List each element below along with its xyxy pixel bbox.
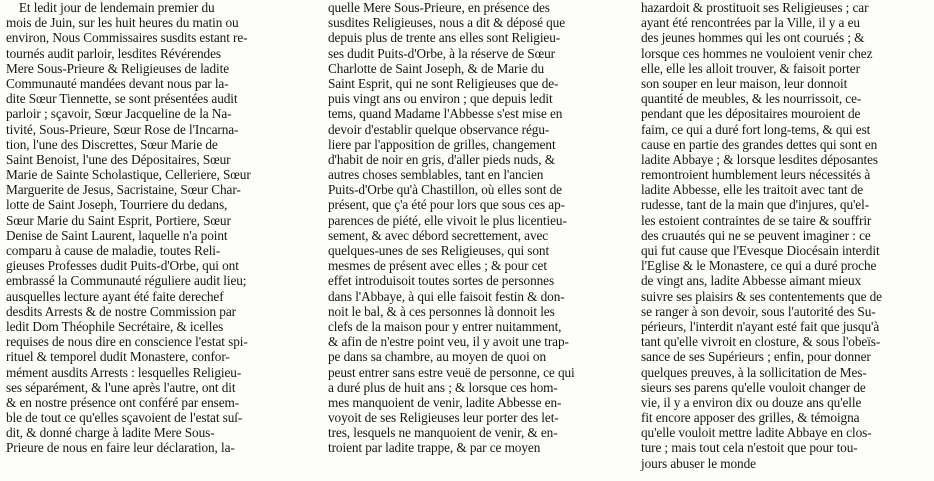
text-line: lotte de Saint Joseph, Tourriere du dedans,: [6, 197, 228, 213]
text-line: voyoit de ses Religieuses leur porter des let-: [328, 410, 559, 426]
text-line: sance de ses Supérieurs ; enfin, pour donner: [641, 349, 871, 365]
text-column-right: [641, 0, 933, 471]
text-line: effet introduisoit toutes sortes de personnes: [328, 273, 555, 289]
text-line: clefs de la maison pour y entrer nuitamment,: [328, 318, 562, 334]
text-line: Et ledit jour de lendemain premier du: [6, 0, 215, 15]
text-line: ausquelles lecture ayant été faite derechef: [6, 288, 224, 304]
text-line: autres choses semblables, tant en l'ancien: [328, 167, 544, 183]
text-line: tivité, Sous-Prieure, Sœur Rose de l'Incarna-: [6, 121, 239, 137]
text-line: devoir d'establir quelque observance régu-: [328, 121, 550, 137]
text-line: de vingt ans, ladite Abbesse aimant mieux: [641, 273, 862, 289]
text-line: pe dans sa chambre, au moyen de quoi on: [328, 349, 547, 365]
text-line: Marguerite de Jesus, Sacristaine, Sœur Char-: [6, 182, 241, 198]
text-line: qui fut cause que l'Evesque Diocésain interdit: [641, 243, 880, 258]
text-line: mément ausdits Arrests : lesquelles Religieu-: [6, 364, 242, 380]
text-line: sement, & avec débord secrettement, avec: [328, 227, 549, 243]
text-line: dans l'Abbaye, à qui elle faisoit festin & don-: [328, 288, 565, 304]
text-line: Marie de Sainte Scholastique, Celleriere, Sœur: [6, 167, 251, 183]
text-line: son souper en leur maison, leur donnoit: [641, 75, 848, 91]
text-line: comparu à cause de maladie, toutes Reli-: [6, 243, 221, 258]
text-column-middle: [328, 0, 610, 456]
text-line: remontroient humblement leurs nécessités à: [641, 167, 871, 183]
text-line: depuis plus de trente ans elles sont Religieu-: [328, 30, 561, 46]
text-line: l'Eglise & le Monastere, ce qui a duré proche: [641, 258, 877, 274]
text-line: Sœur Marie du Saint Esprit, Portiere, Sœur: [6, 212, 231, 228]
text-line: ture ; mais tout cela n'estoit que pour tou-: [641, 440, 858, 456]
text-line: tres, lesquels ne manquoient de venir, & en-: [328, 425, 558, 441]
text-line: fit encore apposer des grilles, & témoigna: [641, 410, 860, 426]
text-line: embrassé la Communauté réguliere audit lieu;: [6, 273, 247, 289]
text-column-left: [6, 0, 288, 456]
text-line: ladite Abbesse, elle les traitoit avec tant de: [641, 182, 864, 198]
text-line: lorsque ces hommes ne vouloient venir chez: [641, 45, 873, 61]
text-line: quantité de meubles, & les nourrissoit, ce-: [641, 91, 862, 107]
text-line: & afin de n'estre point veu, il y avoit une trap-: [328, 334, 569, 350]
text-line: cause en partie des grandes dettes qui sont en: [641, 136, 878, 152]
text-line: ayant été rencontrées par la Ville, il y a eu: [641, 15, 860, 31]
text-line: Communauté mandées devant nous par la-: [6, 75, 229, 91]
text-line: pendant que les dépositaires mouroient de: [641, 106, 861, 122]
text-line: les estoient contraintes de se taire & souffrir: [641, 212, 872, 228]
text-line: susdites Religieuses, nous a dit & déposé que: [328, 15, 566, 31]
text-line: peust entrer sans estre veuë de personne, ce qui: [328, 364, 575, 380]
text-line: desdits Arrests & de nostre Commission par: [6, 303, 236, 319]
text-line: parloir ; sçavoir, Sœur Jacqueline de la Na-: [6, 106, 232, 122]
text-line: elle, elle les alloit trouver, & faisoit porter: [641, 60, 860, 76]
text-line: d'habit de noir en gris, d'aller pieds nuds, &: [328, 151, 555, 167]
text-line: tournés audit parloir, lesdites Révérendes: [6, 45, 221, 61]
text-line: mesmes de présent avec elles ; & pour cet: [328, 258, 547, 274]
text-line: quelques preuves, à la sollicitation de Mes-: [641, 364, 867, 380]
text-line: troient par ladite trappe, & par ce moyen: [328, 440, 541, 456]
text-line: rudesse, tant de la main que d'injures, qu'el-: [641, 197, 870, 213]
text-line: & en nostre présence ont conféré par ensem-: [6, 394, 240, 410]
text-line: requises de nous dire en conscience l'estat spi-: [6, 334, 248, 350]
text-line: des cruautés qui ne se peuvent imaginer : ce: [641, 227, 871, 243]
text-line: se ranger à son devoir, sous l'autorité des Su-: [641, 303, 876, 319]
text-line: périeurs, l'interdit n'ayant esté fait que jusqu'à: [641, 318, 880, 334]
text-line: liere par l'apposition de grilles, changement: [328, 136, 556, 152]
text-line: présent, que ç'a été pour lors que sous ces ap-: [328, 197, 565, 213]
text-line: dit, & donné charge à ladite Mere Sous-: [6, 425, 215, 441]
text-line: tion, l'une des Discrettes, Sœur Marie de: [6, 136, 218, 152]
text-line: noit le bal, & à ces personnes là donnoit les: [328, 303, 555, 319]
text-line: puis vingt ans ou environ ; que depuis ledit: [328, 91, 553, 107]
text-line: Denise de Saint Laurent, laquelle n'a point: [6, 227, 228, 243]
text-line: Saint Benoist, l'une des Dépositaires, Sœur: [6, 151, 231, 167]
text-line: quelques-unes de ses Religieuses, qui sont: [328, 243, 550, 258]
text-line: des jeunes hommes qui les ont courués ; &: [641, 30, 865, 46]
text-line: Puits-d'Orbe qu'à Chastillon, où elles sont de: [328, 182, 562, 198]
text-line: tems, quand Madame l'Abbesse s'est mise en: [328, 106, 563, 122]
text-line: mes manquoient de venir, ladite Abbesse en-: [328, 394, 562, 410]
text-line: ladite Abbaye ; & lorsque lesdites déposantes: [641, 151, 879, 167]
text-line: ses séparément, & l'une après l'autre, ont dit: [6, 379, 236, 395]
text-line: tant qu'elle vivroit en closture, & sous l'obeïs-: [641, 334, 881, 350]
text-line: mois de Juin, sur les huit heures du matin ou: [6, 15, 239, 31]
text-line: suivre ses plaisirs & ses contentements que de: [641, 288, 882, 304]
text-line: Saint Esprit, qui ne sont Religieuses que de-: [328, 75, 559, 91]
text-line: quelle Mere Sous-Prieure, en présence des: [328, 0, 550, 15]
text-line: hazardoit & prostituoit ses Religieuses ; car: [641, 0, 869, 15]
text-line: sieurs ses parens qu'elle vouloit changer de: [641, 379, 866, 395]
text-line: environ, Nous Commissaires susdits estant re-: [6, 30, 248, 46]
text-line: faim, ce qui a duré fort long-tems, & qui est: [641, 121, 871, 137]
text-line: gieuses Professes dudit Puits-d'Orbe, qui ont: [6, 258, 239, 274]
text-line: dite Sœur Tiennette, se sont présentées audit: [6, 91, 238, 107]
text-line: jours abuser le monde: [641, 455, 756, 471]
text-line: Prieure de nous en faire leur déclaration, la-: [6, 440, 235, 456]
text-line: ledit Dom Théophile Secrétaire, & icelles: [6, 318, 224, 334]
text-line: vie, il y a environ dix ou douze ans qu'elle: [641, 394, 862, 410]
text-line: parences de piété, elle vivoit le plus licentieu-: [328, 212, 567, 228]
text-line: ses dudit Puits-d'Orbe, à la réserve de Sœur: [328, 45, 555, 61]
text-line: Charlotte de Saint Joseph, & de Marie du: [328, 60, 545, 76]
text-line: Mere Sous-Prieure & Religieuses de ladite: [6, 60, 229, 76]
text-line: qu'elle vouloit mettre ladite Abbaye en clos-: [641, 425, 872, 441]
text-line: rituel & temporel dudit Monastere, confor-: [6, 349, 230, 365]
text-line: a duré plus de huit ans ; & lorsque ces hom-: [328, 379, 558, 395]
text-line: ble de tout ce qu'elles sçavoient de l'estat suſ-: [6, 410, 243, 426]
